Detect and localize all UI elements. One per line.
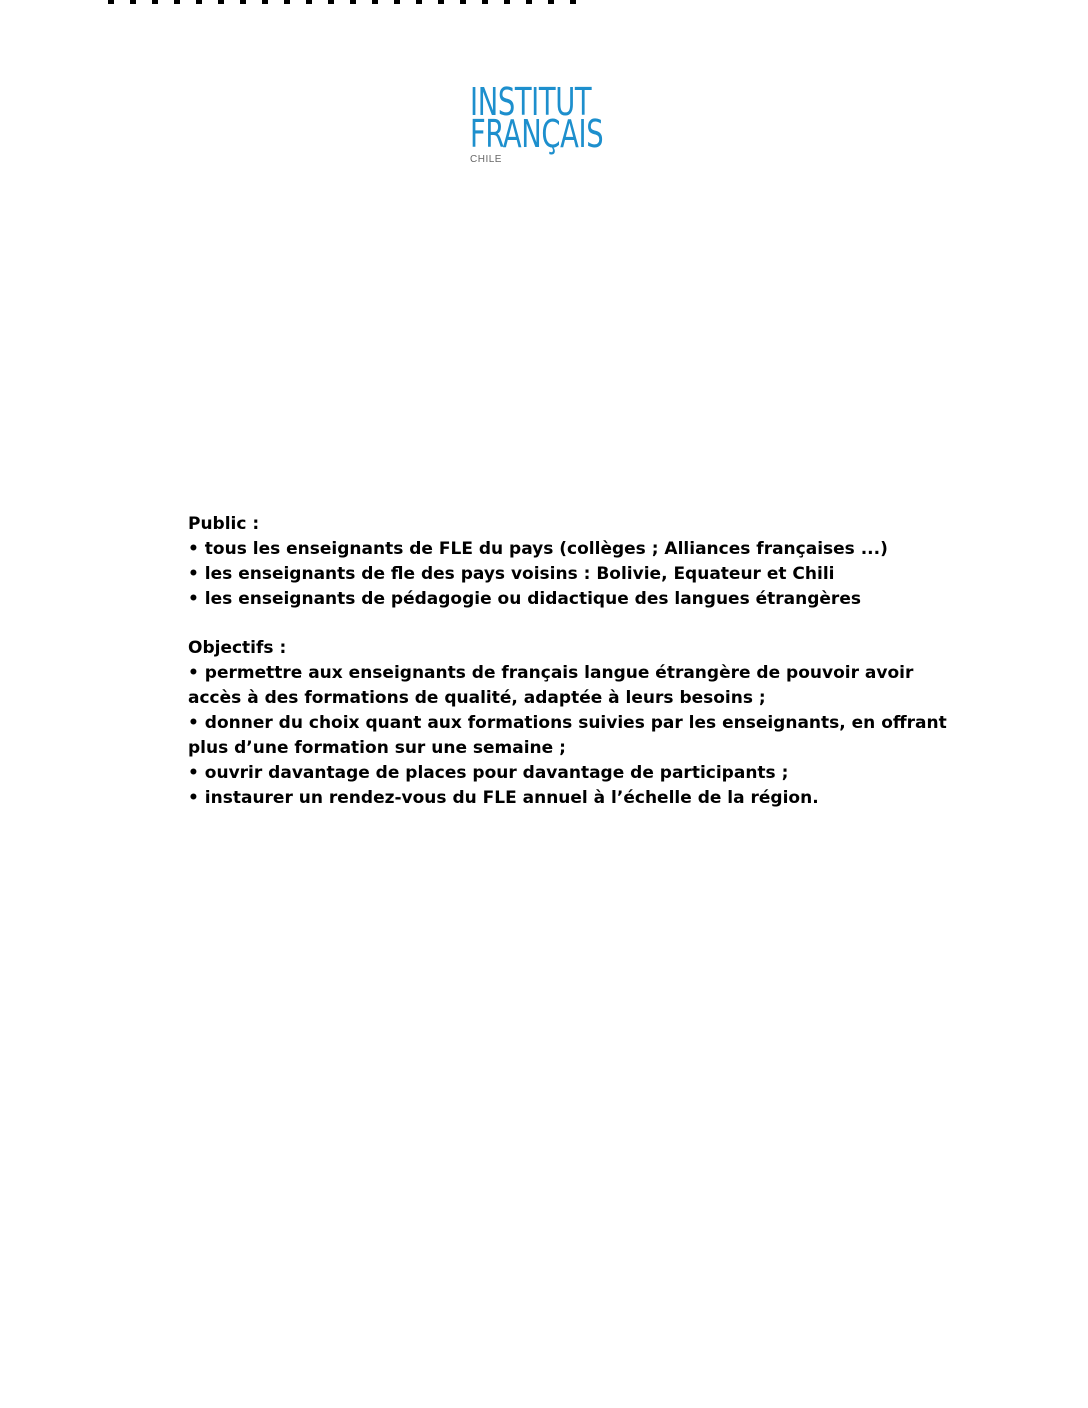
public-section: [188, 512, 948, 612]
objectif-item: • permettre aux enseignants de français langue étrangère de pouvoir avoir accès à des formations de qualité, adaptée à leurs besoins ;: [188, 661, 948, 711]
logo-line-1: INSTITUT: [470, 80, 592, 124]
document-body: [188, 512, 948, 835]
public-item: • les enseignants de pédagogie ou didactique des langues étrangères: [188, 587, 948, 612]
public-item: • tous les enseignants de FLE du pays (collèges ; Alliances françaises ...): [188, 537, 948, 562]
objectif-item: • donner du choix quant aux formations suivies par les enseignants, en offrant plus d’une formation sur une semaine ;: [188, 711, 948, 761]
logo-subtitle: CHILE: [470, 154, 502, 165]
logo-line-2: FRANÇAIS: [470, 112, 604, 156]
objectif-item: • ouvrir davantage de places pour davantage de participants ;: [188, 761, 948, 786]
objectifs-section: [188, 636, 948, 811]
objectifs-title: Objectifs :: [188, 638, 287, 658]
top-edge-marks: [108, 0, 588, 4]
institut-francais-logo: [470, 80, 630, 165]
public-title: Public :: [188, 514, 260, 534]
public-list: [188, 537, 948, 612]
objectifs-list: [188, 661, 948, 811]
public-item: • les enseignants de fle des pays voisins : Bolivie, Equateur et Chili: [188, 562, 948, 587]
objectif-item: • instaurer un rendez-vous du FLE annuel à l’échelle de la région.: [188, 786, 948, 811]
